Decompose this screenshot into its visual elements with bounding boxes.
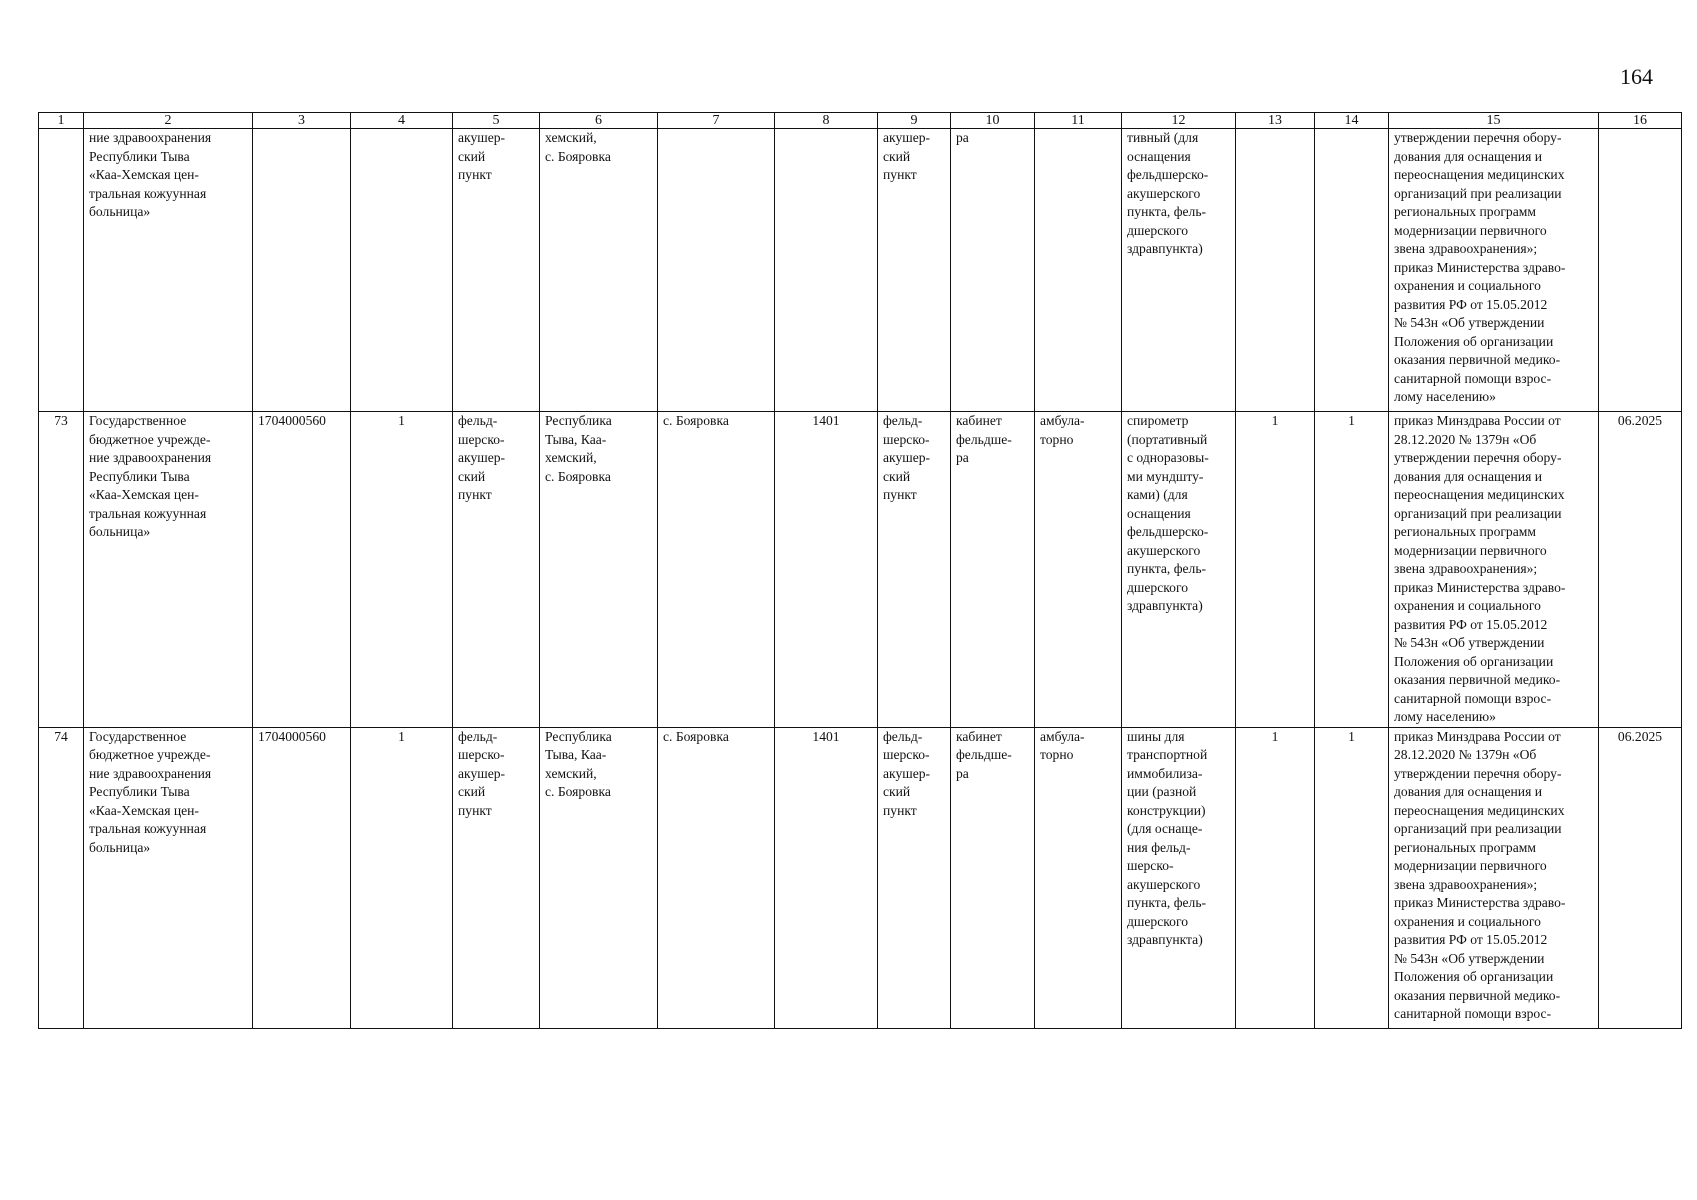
subdivision: акушер- ский пункт [878,129,951,412]
equipment-count: 1 [1236,727,1315,1028]
equipment-count-planned: 1 [1315,727,1389,1028]
row-number: 74 [39,727,84,1028]
column-header: 2 [84,113,253,129]
equipment-name: спирометр (портативный с одноразовы- ми мундшту- ками) (для оснащения фельдшерско- акушерского пункта, фель- дшерского здравпункта) [1122,412,1236,728]
room: кабинет фельдше- ра [951,412,1035,728]
settlement: с. Бояровка [658,727,775,1028]
column-header: 15 [1389,113,1599,129]
facility-number [775,129,878,412]
legal-basis: приказ Минздрава России от 28.12.2020 № 1379н «Об утверждении перечня обору- дования для оснащения и переоснащения медицинских организаций при реализации региональных программ модернизации первичного звена здравоохранения»; приказ Министерства здраво- охранения и социального развития РФ от 15.05.2012 № 543н «Об утверждении Положения об организации оказания первичной медико- санитарной помощи взрос- лому населению» [1389,412,1599,728]
equipment-table [38,112,1682,1029]
column-header: 7 [658,113,775,129]
quantity-units: 1 [351,412,453,728]
equipment-count-planned [1315,129,1389,412]
column-header: 6 [540,113,658,129]
row-number: 73 [39,412,84,728]
organization-name: Государственное бюджетное учрежде- ние здравоохранения Республики Тыва «Каа-Хемская цен- тральная кожуунная больница» [84,412,253,728]
facility-type: акушер- ский пункт [453,129,540,412]
table-row [39,412,1682,728]
organization-code: 1704000560 [253,412,351,728]
room: кабинет фельдше- ра [951,727,1035,1028]
facility-number: 1401 [775,412,878,728]
column-header: 13 [1236,113,1315,129]
column-header: 16 [1599,113,1682,129]
column-number-row [39,113,1682,129]
column-header: 8 [775,113,878,129]
legal-basis: утверждении перечня обору- дования для оснащения и переоснащения медицинских организаций при реализации региональных программ модернизации первичного звена здравоохранения»; приказ Министерства здраво- охранения и социального развития РФ от 15.05.2012 № 543н «Об утверждении Положения об организации оказания первичной медико- санитарной помощи взрос- лому населению» [1389,129,1599,412]
table-row [39,129,1682,412]
column-header: 4 [351,113,453,129]
column-header: 14 [1315,113,1389,129]
column-header: 5 [453,113,540,129]
care-mode [1035,129,1122,412]
organization-code [253,129,351,412]
settlement [658,129,775,412]
legal-basis: приказ Минздрава России от 28.12.2020 № 1379н «Об утверждении перечня обору- дования для оснащения и переоснащения медицинских организаций при реализации региональных программ модернизации первичного звена здравоохранения»; приказ Министерства здраво- охранения и социального развития РФ от 15.05.2012 № 543н «Об утверждении Положения об организации оказания первичной медико- санитарной помощи взрос- [1389,727,1599,1028]
equipment-count-planned: 1 [1315,412,1389,728]
column-header: 1 [39,113,84,129]
organization-name: Государственное бюджетное учрежде- ние здравоохранения Республики Тыва «Каа-Хемская цен- тральная кожуунная больница» [84,727,253,1028]
facility-type: фельд- шерско- акушер- ский пункт [453,412,540,728]
column-header: 12 [1122,113,1236,129]
subdivision: фельд- шерско- акушер- ский пункт [878,412,951,728]
facility-address: Республика Тыва, Каа- хемский, с. Бояровка [540,727,658,1028]
facility-number: 1401 [775,727,878,1028]
facility-address: Республика Тыва, Каа- хемский, с. Бояровка [540,412,658,728]
facility-address: хемский, с. Бояровка [540,129,658,412]
quantity-units: 1 [351,727,453,1028]
equipment-count [1236,129,1315,412]
subdivision: фельд- шерско- акушер- ский пункт [878,727,951,1028]
room: ра [951,129,1035,412]
column-header: 3 [253,113,351,129]
care-mode: амбула- торно [1035,412,1122,728]
row-number [39,129,84,412]
organization-code: 1704000560 [253,727,351,1028]
delivery-date [1599,129,1682,412]
delivery-date: 06.2025 [1599,412,1682,728]
organization-name: ние здравоохранения Республики Тыва «Каа-Хемская цен- тральная кожуунная больница» [84,129,253,412]
care-mode: амбула- торно [1035,727,1122,1028]
table-row [39,727,1682,1028]
column-header: 9 [878,113,951,129]
column-header: 11 [1035,113,1122,129]
quantity-units [351,129,453,412]
column-header: 10 [951,113,1035,129]
equipment-count: 1 [1236,412,1315,728]
equipment-name: тивный (для оснащения фельдшерско- акушерского пункта, фель- дшерского здравпункта) [1122,129,1236,412]
delivery-date: 06.2025 [1599,727,1682,1028]
equipment-name: шины для транспортной иммобилиза- ции (разной конструкции) (для оснаще- ния фельд- шерско- акушерского пункта, фель- дшерского здравпункта) [1122,727,1236,1028]
facility-type: фельд- шерско- акушер- ский пункт [453,727,540,1028]
page-number: 164 [1620,64,1653,89]
settlement: с. Бояровка [658,412,775,728]
